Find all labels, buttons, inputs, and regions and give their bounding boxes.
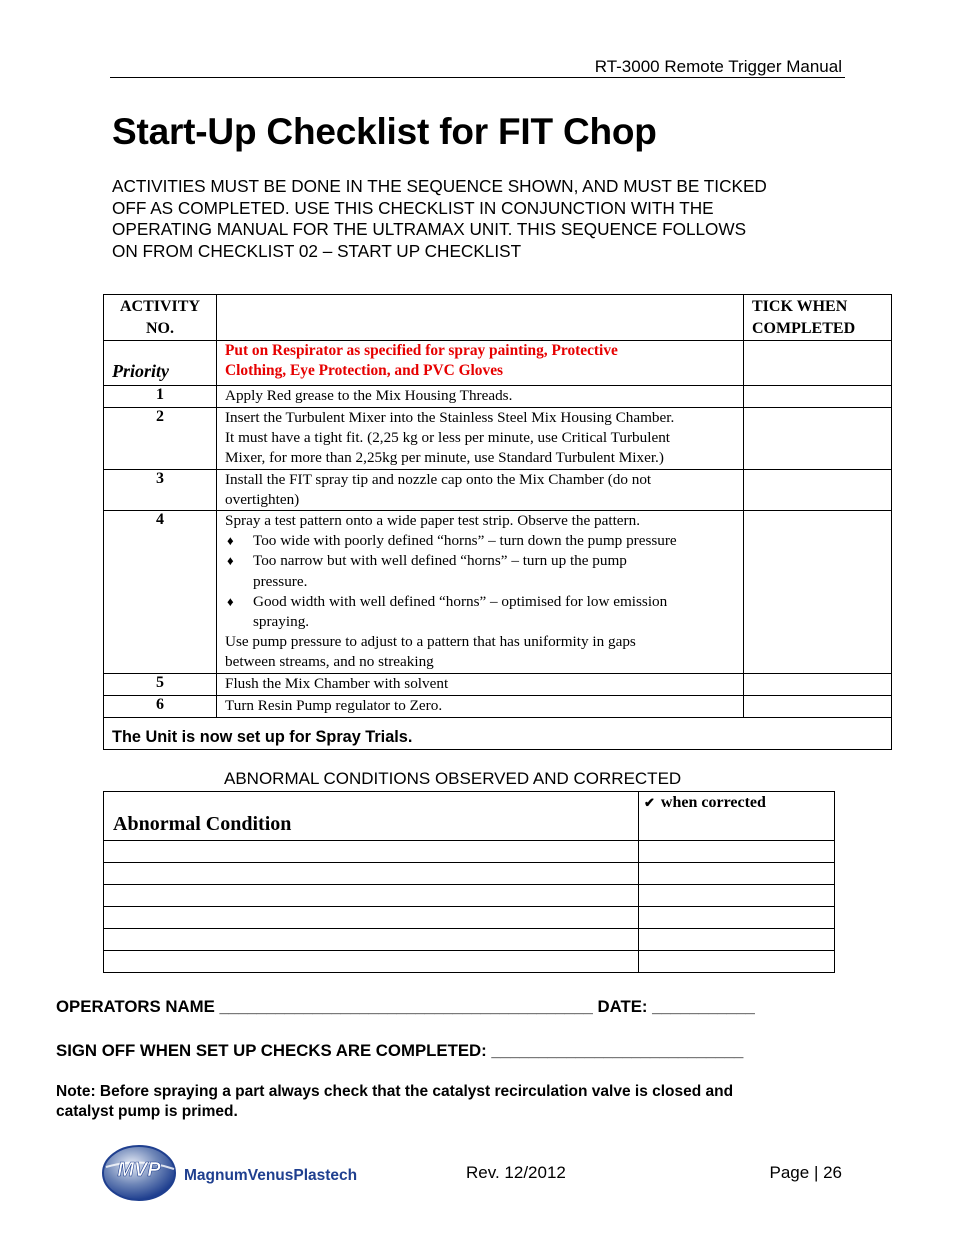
abnormal-conditions-table bbox=[103, 791, 835, 973]
diamond-bullet-icon: ♦ bbox=[227, 593, 234, 609]
page-number: Page | 26 bbox=[769, 1163, 842, 1182]
intro-line: OFF AS COMPLETED. USE THIS CHECKLIST IN CONJUNCTION WITH THE bbox=[112, 197, 714, 218]
activity-text-line: Use pump pressure to adjust to a pattern that has uniformity in gaps bbox=[225, 633, 636, 651]
page-title: Start-Up Checklist for FIT Chop bbox=[112, 111, 657, 152]
activity-text bbox=[217, 408, 744, 470]
activity-text: Flush the Mix Chamber with solvent bbox=[217, 673, 744, 695]
condition-cell[interactable] bbox=[104, 841, 639, 863]
activity-text-line: It must have a tight fit. (2,25 kg or less per minute, use Critical Turbulent bbox=[225, 429, 671, 447]
activity-text bbox=[217, 511, 744, 674]
table-row bbox=[104, 511, 892, 674]
tick-cell[interactable] bbox=[744, 673, 892, 695]
when-corrected-label: when corrected bbox=[660, 794, 766, 811]
activity-no: 4 bbox=[104, 511, 217, 674]
table-row bbox=[104, 841, 835, 863]
tick-cell[interactable] bbox=[744, 408, 892, 470]
bullet-text-line: pressure. bbox=[253, 572, 308, 590]
table-row bbox=[104, 951, 835, 973]
running-header: RT-3000 Remote Trigger Manual bbox=[594, 57, 842, 76]
priority-label: Priority bbox=[104, 341, 217, 386]
abnormal-conditions-title: ABNORMAL CONDITIONS OBSERVED AND CORRECTED bbox=[224, 769, 682, 788]
activity-no: 3 bbox=[104, 469, 217, 510]
operators-name-line: OPERATORS NAME ________________________________________ DATE: ___________ bbox=[56, 997, 755, 1016]
activity-no-header bbox=[104, 295, 217, 341]
condition-cell[interactable] bbox=[104, 885, 639, 907]
priority-instruction bbox=[217, 341, 744, 386]
activity-text-line: Install the FIT spray tip and nozzle cap onto the Mix Chamber (do not bbox=[225, 470, 652, 488]
diamond-bullet-icon: ♦ bbox=[227, 553, 234, 569]
logo-mark: MVP bbox=[117, 1159, 161, 1181]
table-row bbox=[104, 863, 835, 885]
when-corrected-header bbox=[639, 792, 835, 841]
checklist-footer-row bbox=[104, 717, 892, 749]
checklist-header-row bbox=[104, 295, 892, 341]
activity-text bbox=[217, 469, 744, 510]
tick-cell[interactable] bbox=[744, 469, 892, 510]
corrected-cell[interactable] bbox=[639, 929, 835, 951]
checklist-table bbox=[103, 294, 892, 750]
tick-cell[interactable] bbox=[744, 695, 892, 717]
bullet-text-line: Too narrow but with well defined “horns” – turn up the pump bbox=[253, 552, 627, 570]
activity-no: 6 bbox=[104, 695, 217, 717]
note-line: catalyst pump is primed. bbox=[56, 1103, 238, 1120]
activity-text bbox=[217, 386, 744, 408]
activity-text-line: Mixer, for more than 2,25kg per minute, use Standard Turbulent Mixer.) bbox=[225, 449, 664, 467]
activity-text-line: Apply Red grease to the Mix Housing Threads. bbox=[225, 387, 513, 404]
priority-row bbox=[104, 341, 892, 386]
activity-no: 5 bbox=[104, 673, 217, 695]
bullet-text-line: Good width with well defined “horns” – optimised for low emission bbox=[253, 592, 668, 610]
activity-no: 2 bbox=[104, 408, 217, 470]
activity-text-line: between streams, and no streaking bbox=[225, 653, 434, 671]
activity-no: 1 bbox=[104, 386, 217, 408]
table-row bbox=[104, 929, 835, 951]
table-row bbox=[104, 469, 892, 510]
table-row bbox=[104, 695, 892, 717]
bullet-item bbox=[225, 551, 739, 591]
checkmark-icon: ✔ bbox=[644, 795, 655, 810]
tick-cell[interactable] bbox=[744, 511, 892, 674]
activity-text-line: overtighten) bbox=[225, 490, 300, 508]
activity-description-header bbox=[217, 295, 744, 341]
table-row bbox=[104, 386, 892, 408]
bullet-text bbox=[253, 551, 739, 591]
checklist-footer: The Unit is now set up for Spray Trials. bbox=[104, 717, 892, 749]
intro-paragraph bbox=[112, 176, 852, 262]
bullet-item bbox=[225, 531, 739, 551]
activity-text: Turn Resin Pump regulator to Zero. bbox=[217, 695, 744, 717]
intro-line: OPERATING MANUAL FOR THE ULTRAMAX UNIT. THIS SEQUENCE FOLLOWS bbox=[112, 219, 747, 240]
bullet-item bbox=[225, 592, 739, 632]
table-row bbox=[104, 673, 892, 695]
priority-text-line: Put on Respirator as specified for spray painting, Protective bbox=[225, 342, 618, 359]
priority-text-line: Clothing, Eye Protection, and PVC Gloves bbox=[225, 362, 504, 379]
corrected-cell[interactable] bbox=[639, 951, 835, 973]
intro-line: ON FROM CHECKLIST 02 – START UP CHECKLIST bbox=[112, 240, 522, 261]
bullet-text-line: spraying. bbox=[253, 613, 310, 631]
note-line: Note: Before spraying a part always check that the catalyst recirculation valve is closed and bbox=[56, 1083, 734, 1100]
tick-header-line: TICK WHEN bbox=[752, 298, 848, 315]
revision-label: Rev. 12/2012 bbox=[466, 1163, 566, 1182]
tick-when-completed-header bbox=[744, 295, 892, 341]
condition-cell[interactable] bbox=[104, 907, 639, 929]
table-row bbox=[104, 907, 835, 929]
activity-text-line: Spray a test pattern onto a wide paper test strip. Observe the pattern. bbox=[225, 512, 640, 530]
header-rule bbox=[110, 77, 845, 78]
abnormal-condition-header: Abnormal Condition bbox=[104, 792, 639, 841]
activity-text-line: Insert the Turbulent Mixer into the Stainless Steel Mix Housing Chamber. bbox=[225, 409, 675, 426]
company-name: MagnumVenusPlastech bbox=[184, 1167, 358, 1184]
activity-header-line: ACTIVITY bbox=[119, 298, 200, 315]
abnormal-header-row bbox=[104, 792, 835, 841]
tick-cell[interactable] bbox=[744, 341, 892, 386]
intro-line: ACTIVITIES MUST BE DONE IN THE SEQUENCE SHOWN, AND MUST BE TICKED bbox=[112, 176, 767, 196]
table-row bbox=[104, 408, 892, 470]
note bbox=[56, 1082, 733, 1122]
condition-cell[interactable] bbox=[104, 951, 639, 973]
condition-cell[interactable] bbox=[104, 929, 639, 951]
tick-cell[interactable] bbox=[744, 386, 892, 408]
corrected-cell[interactable] bbox=[639, 863, 835, 885]
corrected-cell[interactable] bbox=[639, 885, 835, 907]
table-row bbox=[104, 885, 835, 907]
corrected-cell[interactable] bbox=[639, 841, 835, 863]
sign-off-line: SIGN OFF WHEN SET UP CHECKS ARE COMPLETED: ___________________________ bbox=[56, 1041, 744, 1060]
corrected-cell[interactable] bbox=[639, 907, 835, 929]
diamond-bullet-icon: ♦ bbox=[227, 533, 234, 549]
condition-cell[interactable] bbox=[104, 863, 639, 885]
activity-header-line: NO. bbox=[146, 319, 174, 337]
tick-header-line: COMPLETED bbox=[752, 319, 856, 337]
bullet-text: Too wide with poorly defined “horns” – turn down the pump pressure bbox=[253, 532, 677, 550]
bullet-text bbox=[253, 592, 739, 632]
